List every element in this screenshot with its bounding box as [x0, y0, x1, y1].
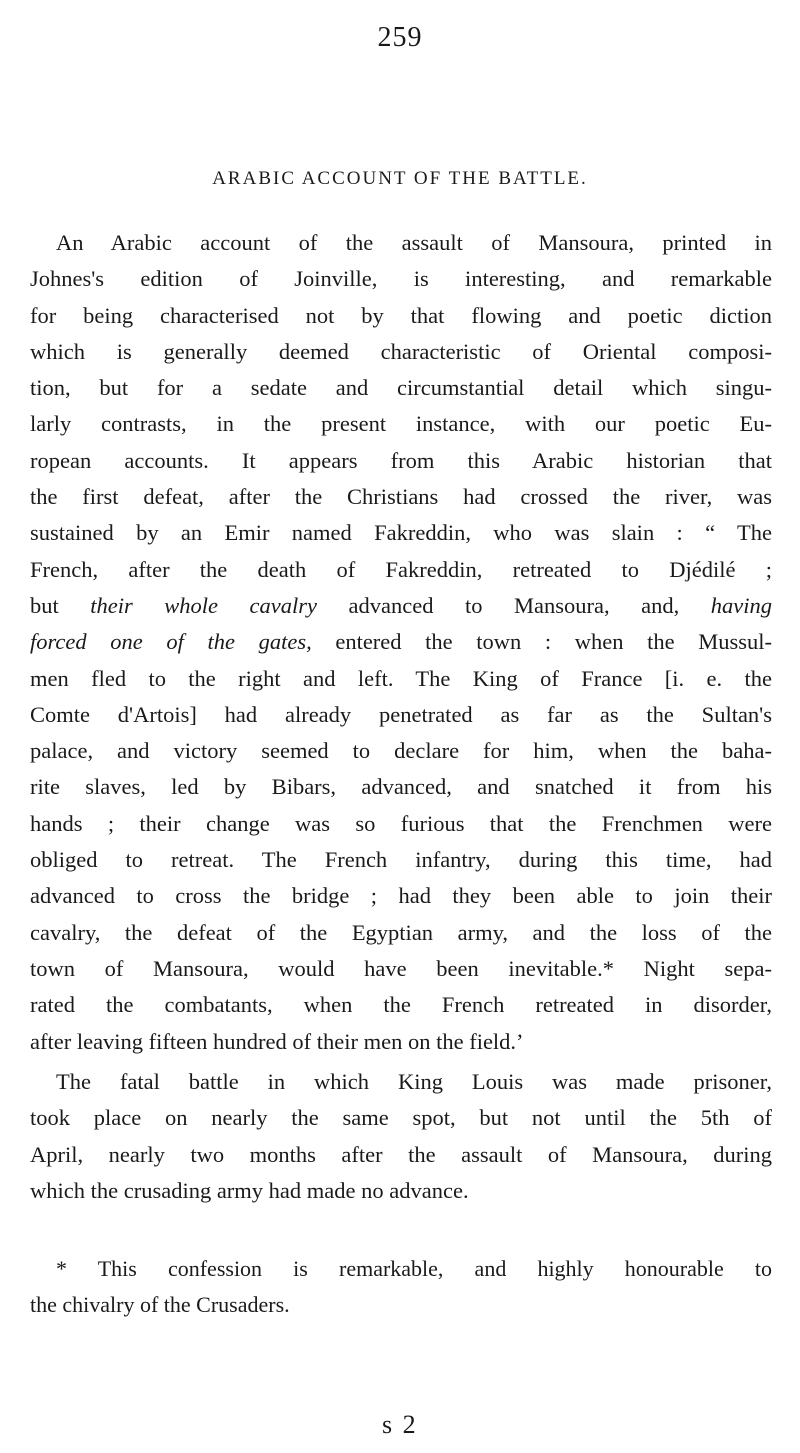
text-line: Comte d'Artois] had already penetrated as far as the Sultan's	[30, 701, 772, 727]
footnote	[30, 1251, 772, 1323]
footnote-line: the chivalry of the Crusaders.	[30, 1292, 290, 1317]
text-run: but	[30, 592, 91, 618]
text-line: cavalry, the defeat of the Egyptian army, and the loss of the	[30, 919, 772, 945]
text-line: French, after the death of Fakreddin, retreated to Djédilé ;	[30, 556, 772, 582]
text-line	[30, 588, 772, 624]
text-line: after leaving fifteen hundred of their men on the field.’	[30, 1028, 524, 1054]
text-line: April, nearly two months after the assault of Mansoura, during	[30, 1141, 772, 1167]
text-run: entered the town : when the Mussul-	[311, 629, 772, 655]
footnote-line: * This confession is remarkable, and highly honourable to	[56, 1256, 772, 1281]
text-line: palace, and victory seemed to declare for him, when the baha-	[30, 738, 772, 764]
text-line: ropean accounts. It appears from this Arabic historian that	[30, 447, 772, 473]
text-line: town of Mansoura, would have been inevitable.* Night sepa-	[30, 955, 772, 981]
page-number: 259	[377, 22, 423, 53]
text-line: the first defeat, after the Christians had crossed the river, was	[30, 484, 772, 510]
text-line: obliged to retreat. The French infantry, during this time, had	[30, 847, 772, 873]
section-heading: ARABIC ACCOUNT OF THE BATTLE.	[212, 168, 588, 189]
paragraph-arabic-account	[30, 225, 772, 1060]
text-line: took place on nearly the same spot, but not until the 5th of	[30, 1105, 772, 1131]
text-line: An Arabic account of the assault of Mansoura, printed in	[56, 230, 772, 255]
text-line: larly contrasts, in the present instance, with our poetic Eu-	[30, 411, 772, 437]
text-line: which the crusading army had made no advance.	[30, 1177, 469, 1203]
text-line	[30, 624, 772, 660]
text-line: advanced to cross the bridge ; had they been able to join their	[30, 883, 772, 909]
text-line: rated the combatants, when the French retreated in disorder,	[30, 992, 772, 1018]
signature-mark: s 2	[382, 1410, 418, 1439]
text-line: which is generally deemed characteristic of Oriental composi-	[30, 338, 772, 364]
italic-phrase: their whole cavalry	[90, 592, 317, 618]
text-line: for being characterised not by that flowing and poetic diction	[30, 302, 772, 328]
text-run: advanced to Mansoura, and,	[317, 592, 711, 618]
text-line: rite slaves, led by Bibars, advanced, and snatched it from his	[30, 774, 772, 800]
paragraph-fatal-battle	[30, 1064, 772, 1209]
italic-phrase: having	[710, 592, 772, 618]
text-line: men fled to the right and left. The King of France [i. e. the	[30, 665, 772, 691]
italic-phrase: forced one of the gates,	[30, 629, 312, 655]
text-line: tion, but for a sedate and circumstantial detail which singu-	[30, 375, 772, 401]
text-line: The fatal battle in which King Louis was made prisoner,	[56, 1069, 772, 1094]
text-line: Johnes's edition of Joinville, is interesting, and remarkable	[30, 266, 772, 292]
text-line: hands ; their change was so furious that the Frenchmen were	[30, 810, 772, 836]
text-line: sustained by an Emir named Fakreddin, who was slain : “ The	[30, 520, 772, 546]
